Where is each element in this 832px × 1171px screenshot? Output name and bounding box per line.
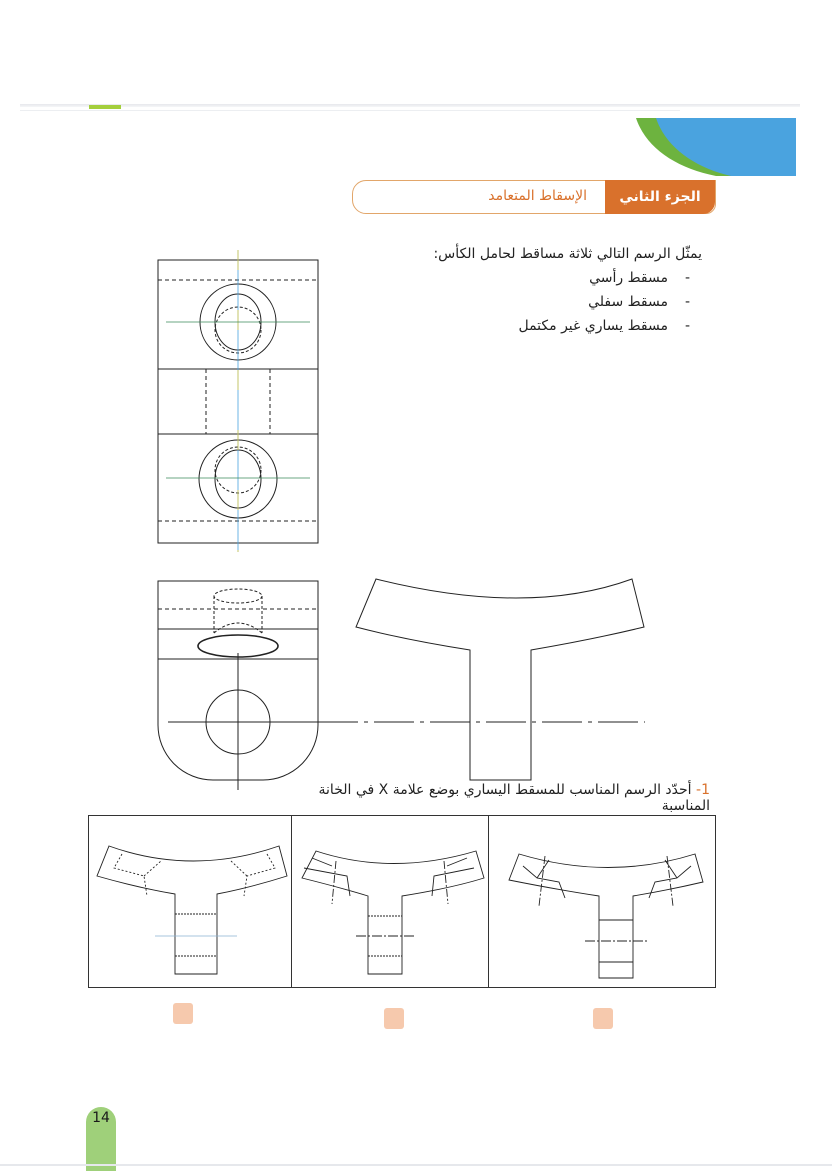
option-2-drawing (292, 816, 488, 987)
front-view-drawing (150, 575, 650, 790)
list-item: - مسقط رأسي (430, 266, 690, 290)
option-3-drawing (489, 816, 715, 987)
top-rule-secondary (20, 110, 680, 111)
section-header (352, 180, 716, 214)
page-number: 14 (86, 1107, 116, 1171)
part-label: الجزء الثاني (605, 180, 715, 214)
question-number: 1- (696, 782, 710, 798)
answer-checkbox-3[interactable] (593, 1008, 613, 1029)
answer-options-table (88, 815, 716, 988)
answer-option-3[interactable] (488, 816, 715, 987)
corner-decoration (636, 118, 796, 176)
section-title: الإسقاط المتعامد (488, 188, 587, 204)
top-rule (20, 104, 800, 107)
list-item: - مسقط يساري غير مكتمل (430, 314, 690, 338)
top-green-marker (89, 105, 121, 109)
question-text: أحدّد الرسم المناسب للمسقط اليساري بوضع علامة X في الخانة المناسبة (318, 782, 710, 814)
answer-option-2[interactable] (291, 816, 488, 987)
list-item: - مسقط سفلي (430, 290, 690, 314)
question-1 (270, 782, 710, 814)
intro-text (430, 242, 702, 338)
intro-lead: يمثّل الرسم التالي ثلاثة مساقط لحامل الكأس: (433, 246, 702, 262)
projection-list (430, 266, 702, 338)
answer-checkbox-1[interactable] (173, 1003, 193, 1024)
answer-checkbox-2[interactable] (384, 1008, 404, 1029)
bottom-rule (0, 1164, 832, 1166)
top-view-drawing (150, 248, 330, 554)
option-1-drawing (89, 816, 291, 987)
answer-option-1[interactable] (89, 816, 291, 987)
